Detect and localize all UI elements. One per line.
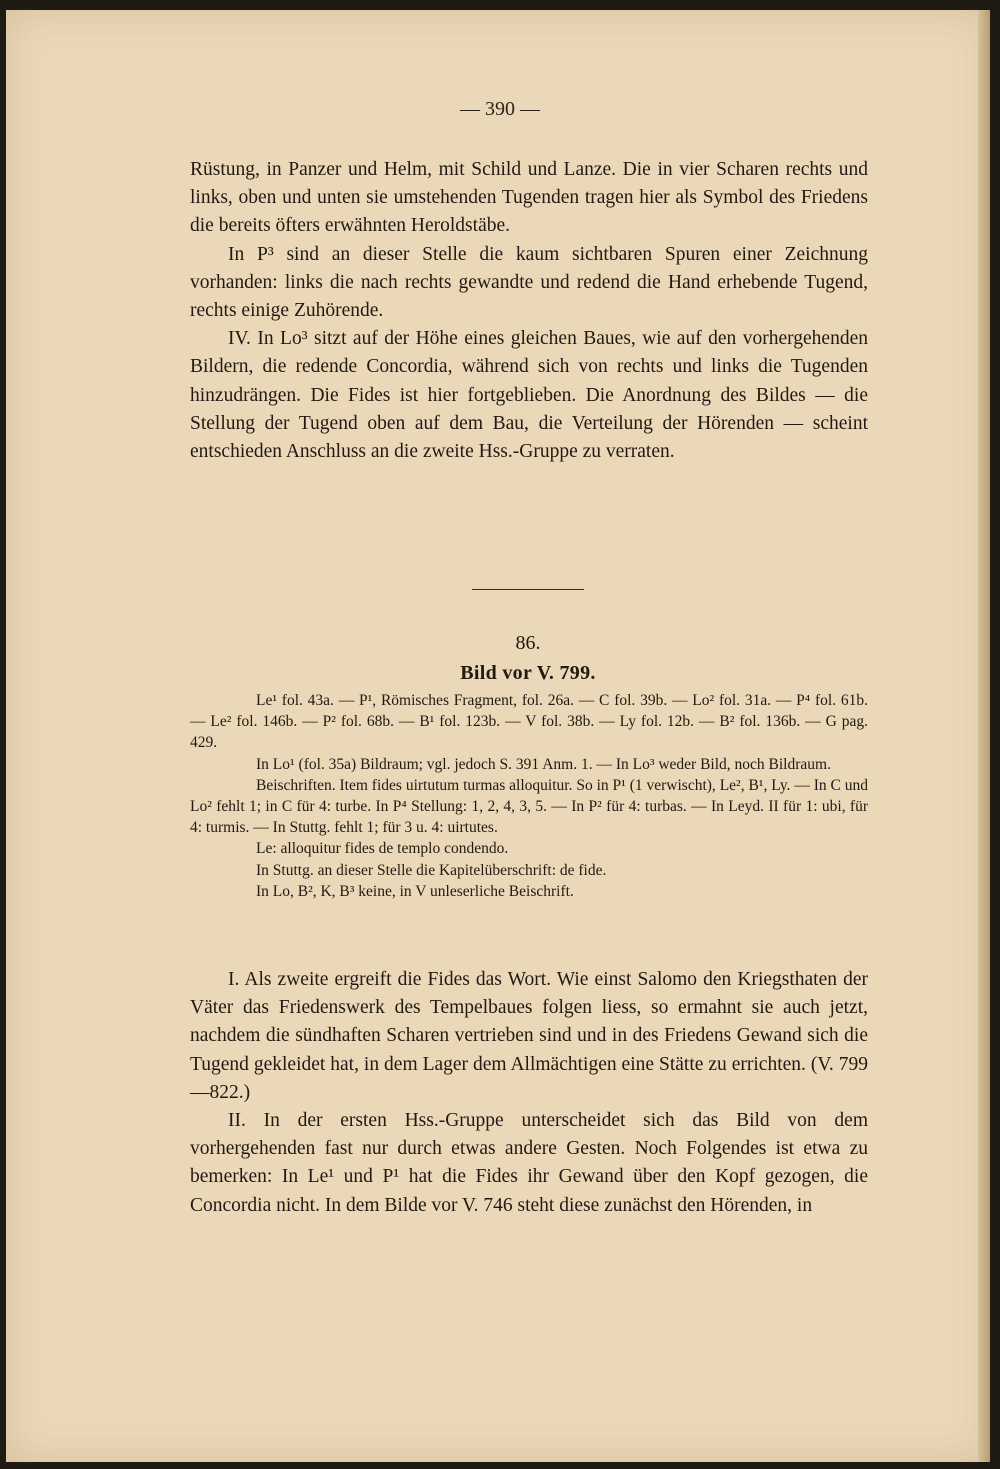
- paragraph-i: I. Als zweite ergreift die Fides das Wort. Wie einst Salomo den Kriegsthaten der Väter das Friedenswerk des Tempelbaues folgen liess, so ermahnt sie auch jetzt, nachdem die sündhaften Scharen vertrieben sind und in des Friedens Gewand sich die Tugend gekleidet hat, in dem Lager dem Allmächtigen eine Stätte zu errichten. (V. 799—822.): [190, 969, 868, 1103]
- note-manuscripts: Le¹ fol. 43a. — P¹, Römisches Fragment, fol. 26a. — C fol. 39b. — Lo² fol. 31a. — P⁴ fol. 61b. — Le² fol. 146b. — P² fol. 68b. — B¹ fol. 123b. — V fol. 38b. — Ly fol. 12b. — B² fol. 136b. — G pag. 429.: [190, 692, 868, 752]
- paragraph-ruestung: Rüstung, in Panzer und Helm, mit Schild und Lanze. Die in vier Scharen rechts und links, oben und unten sie umstehenden Tugenden tragen hier als Symbol des Friedens die bereits öfters erwähnten Heroldstäbe.: [190, 159, 868, 237]
- note-stuttg: In Stuttg. an dieser Stelle die Kapitelüberschrift: de fide.: [256, 861, 607, 879]
- section-divider: [472, 589, 584, 590]
- paragraph-ii: II. In der ersten Hss.-Gruppe unterscheidet sich das Bild von dem vorhergehenden fast nur durch etwas andere Gesten. Noch Folgendes ist etwa zu bemerken: In Le¹ und P¹ hat die Fides ihr Gewand über den Kopf gezogen, die Concordia nicht. In dem Bilde vor V. 746 steht diese zunächst den Hörenden, in: [190, 1110, 868, 1216]
- note-lo: In Lo, B², K, B³ keine, in V unleserliche Beischrift.: [256, 882, 574, 900]
- note-beischriften: Beischriften. Item fides uirtutum turmas alloquitur. So in P¹ (1 verwischt), Le², B¹, Ly. — In C und Lo² fehlt 1; in C für 4: turbe. In P⁴ Stellung: 1, 2, 4, 3, 5. — In P² für 4: turbas. — In Leyd. II für 1: ubi, für 4: turmis. — In Stuttg. fehlt 1; für 3 u. 4: uirtutes.: [190, 776, 868, 837]
- page-number: — 390 —: [460, 98, 540, 120]
- page-edge: [978, 10, 990, 1462]
- note-le: Le: alloquitur fides de templo condendo.: [256, 840, 509, 858]
- paragraph-p3: In P³ sind an dieser Stelle die kaum sichtbaren Spuren einer Zeichnung vorhanden: links die nach rechts gewandte und redend die Hand erhebende Tugend, rechts einige Zuhörende.: [190, 243, 868, 322]
- section-caption: Bild vor V. 799.: [460, 662, 596, 684]
- note-bildraum: In Lo¹ (fol. 35a) Bildraum; vgl. jedoch S. 391 Anm. 1. — In Lo³ weder Bild, noch Bildraum.: [256, 755, 831, 773]
- bottom-text: [190, 966, 868, 1220]
- section-number: 86.: [515, 632, 541, 654]
- paragraph-iv: IV. In Lo³ sitzt auf der Höhe eines gleichen Baues, wie auf den vorhergehenden Bildern, die redende Concordia, während sich von rechts und links die Tugenden hinzudrängen. Die Fides ist hier fortgeblieben. Die Anordnung des Bildes — die Stellung der Tugend oben auf dem Bau, die Verteilung der Hörenden — scheint entschieden Anschluss an die zweite Hss.-Gruppe zu verraten.: [190, 328, 868, 463]
- top-text: [190, 156, 868, 466]
- manuscript-notes: [190, 690, 868, 902]
